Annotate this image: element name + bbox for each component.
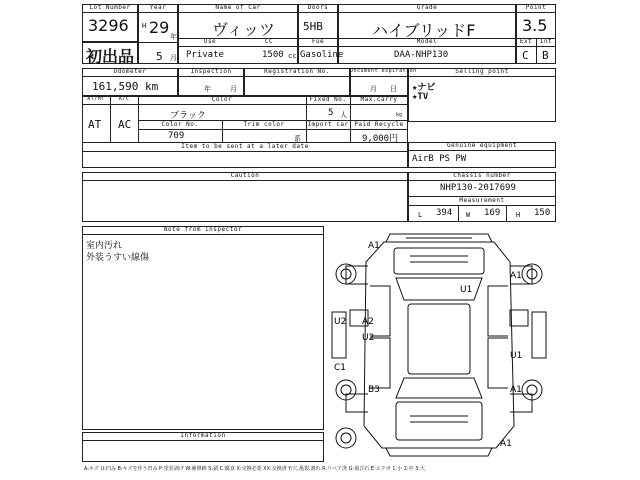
chassis: NHP130-2017699 bbox=[440, 183, 516, 193]
cc-unit: cc bbox=[288, 52, 297, 60]
doors: 5HB bbox=[303, 20, 323, 33]
equipment: AirB PS PW bbox=[412, 154, 467, 164]
fixed: 5 bbox=[328, 108, 334, 118]
int: B bbox=[542, 49, 549, 62]
lot-number-label: Lot Number bbox=[89, 4, 131, 11]
name-of-car-label: Name of Car bbox=[215, 4, 261, 11]
spec-grid bbox=[82, 96, 408, 168]
ext: C bbox=[522, 49, 529, 62]
note-line-2: 外装うすい線傷 bbox=[86, 253, 150, 263]
divider bbox=[82, 12, 138, 13]
fixed-label: Fixed No. bbox=[309, 96, 347, 103]
registration-label: Registration No. bbox=[264, 68, 330, 75]
month-value: 5 bbox=[156, 50, 163, 63]
point-label: Point bbox=[525, 4, 547, 11]
length: 394 bbox=[436, 208, 453, 218]
divider bbox=[138, 129, 408, 130]
divider bbox=[408, 205, 556, 206]
color-no-label: Color No. bbox=[161, 121, 199, 128]
divider bbox=[516, 46, 556, 47]
damage-mark-a1-right-front: A1 bbox=[510, 271, 522, 281]
divider bbox=[506, 205, 507, 222]
color: ブラック bbox=[170, 111, 206, 121]
lot-number: 3296 bbox=[88, 16, 129, 35]
car-damage-diagram bbox=[324, 226, 556, 462]
inspection-year-unit: 年 bbox=[204, 85, 211, 93]
year-label: Year bbox=[149, 4, 167, 11]
divider bbox=[82, 440, 324, 441]
damage-mark-a1-rear: A1 bbox=[500, 439, 512, 449]
cc: 1500 bbox=[262, 50, 284, 60]
ext-label: Ext bbox=[519, 38, 533, 45]
divider bbox=[458, 205, 459, 222]
information-label: Information bbox=[180, 432, 226, 439]
fuel: Gasoline bbox=[300, 50, 344, 60]
divider bbox=[82, 234, 324, 235]
use-label: Use bbox=[203, 38, 217, 45]
divider bbox=[408, 150, 556, 151]
max-carry-label: Max.carry bbox=[360, 96, 398, 103]
divider bbox=[338, 46, 516, 47]
odometer: 161,590 km bbox=[92, 80, 159, 93]
divider bbox=[82, 151, 408, 152]
divider bbox=[82, 180, 408, 181]
divider bbox=[350, 96, 351, 142]
selling-point-1: ★ナビ bbox=[412, 83, 436, 93]
divider bbox=[350, 76, 408, 77]
damage-mark-u2: U2 bbox=[362, 333, 375, 343]
selling-point-label: Selling point bbox=[455, 68, 509, 75]
height-label: H bbox=[516, 211, 521, 219]
int-label: Int bbox=[539, 38, 553, 45]
damage-mark-u1-bonnet: U1 bbox=[460, 285, 473, 295]
divider bbox=[178, 46, 298, 47]
damage-mark-a1-front: A1 bbox=[368, 241, 380, 251]
color-label: Color bbox=[211, 96, 233, 103]
caution-label: Caution bbox=[230, 172, 260, 179]
divider bbox=[110, 96, 111, 142]
max-carry-unit: kg bbox=[396, 112, 403, 118]
year-era: H bbox=[142, 22, 147, 30]
selling-point-2: ★TV bbox=[412, 92, 429, 102]
item-later-label: Item to be sent at a later date bbox=[181, 143, 309, 150]
divider bbox=[138, 12, 178, 13]
damage-mark-u2-left: U2 bbox=[334, 317, 347, 327]
trim-label: Trim color bbox=[243, 121, 285, 128]
inspection-month-unit: 月 bbox=[230, 85, 237, 93]
measurement-label: Measurement bbox=[459, 197, 505, 204]
first-registration-badge: 初出品 bbox=[86, 47, 135, 66]
cc-label: CC bbox=[264, 38, 274, 45]
divider bbox=[338, 12, 516, 13]
model: DAA-NHP130 bbox=[394, 50, 449, 60]
length-label: L bbox=[418, 211, 423, 219]
note-line-1: 室内汚れ bbox=[86, 241, 123, 251]
divider bbox=[516, 12, 556, 13]
document-label: Document expiration bbox=[350, 68, 417, 74]
divider bbox=[408, 76, 556, 77]
damage-mark-c1: C1 bbox=[334, 363, 347, 373]
color-no: 709 bbox=[168, 131, 185, 141]
fixed-unit: 人 bbox=[340, 111, 347, 119]
divider bbox=[138, 42, 178, 43]
grade-label: Grade bbox=[416, 4, 438, 11]
divider bbox=[178, 12, 298, 13]
divider bbox=[408, 180, 556, 181]
name-of-car: ヴィッツ bbox=[212, 20, 276, 39]
damage-mark-a2: A2 bbox=[362, 317, 374, 327]
divider bbox=[82, 104, 408, 105]
fuel-label: Fue bbox=[311, 38, 325, 45]
month-unit: 月 bbox=[170, 54, 177, 62]
height: 150 bbox=[534, 208, 551, 218]
odometer-label: Odometer bbox=[113, 68, 147, 75]
import-label: Import car bbox=[307, 121, 349, 128]
paid-label: Paid Recycle bbox=[354, 121, 404, 128]
divider bbox=[298, 46, 338, 47]
divider bbox=[222, 120, 223, 142]
divider bbox=[82, 76, 178, 77]
divider bbox=[298, 12, 338, 13]
chassis-label: Chassis number bbox=[453, 172, 511, 179]
model-label: Model bbox=[416, 38, 438, 45]
document-month-unit: 月 bbox=[370, 85, 377, 93]
grade: ハイブリッドF bbox=[372, 21, 476, 40]
note-label: Note from inspector bbox=[163, 226, 243, 233]
damage-mark-a1-right-rear: A1 bbox=[510, 385, 522, 395]
ac-label: A/C bbox=[118, 96, 130, 102]
damage-code-legend: A:キズ U:凹み B:キズを伴う凹み P:塗装剥げ W:補修跡 S:錆 C:腐食 X:交換必要 XX:交換済 Y:穴,亀裂,割れ R:リペア済 G:飛び石 E:エクボ 1:小 2:中 3:大 bbox=[84, 466, 425, 472]
doors-label: Doors bbox=[307, 4, 329, 11]
at-label: AT/MT bbox=[87, 96, 105, 102]
width: 169 bbox=[484, 208, 501, 218]
trim-unit: 系 bbox=[294, 135, 301, 143]
divider bbox=[138, 96, 139, 142]
year-unit: 年 bbox=[170, 33, 177, 41]
ac: AC bbox=[118, 118, 132, 131]
divider bbox=[536, 38, 537, 64]
year-value: 29 bbox=[149, 18, 170, 37]
width-label: W bbox=[466, 211, 471, 219]
use: Private bbox=[186, 50, 224, 60]
paid: 9,000円 bbox=[362, 134, 399, 144]
inspection-label: Inspection bbox=[190, 68, 232, 75]
divider bbox=[306, 96, 307, 142]
divider bbox=[244, 76, 350, 77]
equipment-label: Genuine equipment bbox=[447, 142, 517, 149]
document-day-unit: 日 bbox=[390, 85, 397, 93]
damage-mark-u1-right: U1 bbox=[510, 351, 523, 361]
point: 3.5 bbox=[522, 16, 548, 35]
divider bbox=[178, 76, 244, 77]
damage-mark-b3: B3 bbox=[368, 385, 380, 395]
at: AT bbox=[88, 118, 102, 131]
